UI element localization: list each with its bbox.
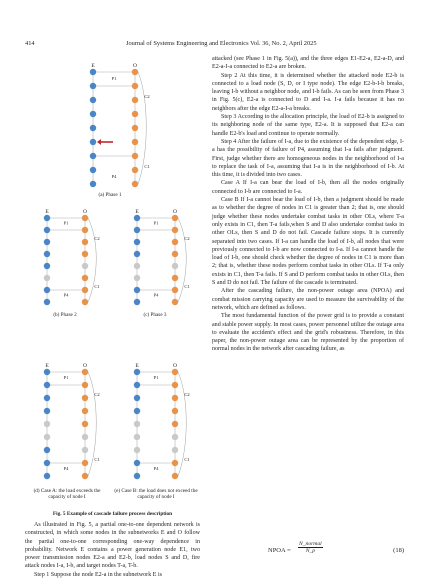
network-e-node bbox=[44, 251, 50, 257]
network-e-node bbox=[44, 421, 50, 427]
equation-denominator: N_p bbox=[305, 548, 316, 554]
paragraph: As illustrated in Fig. 5, a partial one-to-one dependent network is constructed, in which some nodes in the subnetworks E and O follow the partial one-to-one corresponding one-way dependence in probability. Network E contains a power generation node E1, two power transmission nodes E2-a and E2-b, load nodes S and D, fire attack nodes I-a, I-b, and target nodes T-a, T-b. bbox=[25, 522, 200, 570]
panel-d-caption: (d) Case A: the load exceeds the capacity of node I bbox=[33, 488, 101, 500]
column-e-label: E bbox=[45, 363, 49, 369]
link-label-p4: P4 bbox=[111, 173, 117, 179]
network-e-node bbox=[44, 299, 50, 305]
network-o-node bbox=[172, 227, 178, 233]
network-o-node bbox=[172, 460, 178, 466]
network-e-node bbox=[134, 473, 140, 479]
network-e-node bbox=[44, 447, 50, 453]
network-e-node bbox=[134, 408, 140, 414]
paragraph: attacked (see Phase 1 in Fig. 5(a)), and the three edges E1-E2-a, E2-a-D, and E2-a-I-a connected to E2-a are broken. bbox=[212, 56, 404, 71]
paragraph: Case A If I-a can bear the load of I-b, then all the nodes originally connected to I-b are connected to I-a. bbox=[212, 180, 404, 195]
loop-label-c1: C1 bbox=[184, 284, 190, 289]
network-e-node bbox=[44, 215, 50, 221]
loop-label-c2: C2 bbox=[94, 236, 100, 241]
loop-label-c1: C1 bbox=[184, 457, 190, 462]
network-o-node bbox=[82, 460, 88, 466]
network-o-node bbox=[132, 139, 138, 145]
paragraph: The most fundamental function of the power grid is to provide a constant and stable power supply. In most cases, power personnel utilize the outage area to evaluate the accident's effect and the grid's robustness. Therefore, in this paper, the non-power outage area can be represented by the proportion of normal nodes in the network after cascading failure, as bbox=[212, 313, 404, 353]
equation-lhs: NPOA = bbox=[268, 547, 291, 554]
network-e-node bbox=[134, 369, 140, 375]
column-e-label: E bbox=[45, 209, 49, 215]
link-label-p1: P1 bbox=[153, 220, 159, 226]
network-o-node bbox=[172, 215, 178, 221]
panel-c-caption: (c) Phase 3 bbox=[143, 312, 167, 318]
column-e-label: E bbox=[91, 63, 95, 69]
network-o-node bbox=[172, 408, 178, 414]
network-o-node bbox=[82, 421, 88, 427]
figure-5 bbox=[25, 58, 200, 511]
network-o-node bbox=[172, 239, 178, 245]
network-o-node bbox=[172, 275, 178, 281]
network-e-node bbox=[44, 369, 50, 375]
network-o-node bbox=[82, 215, 88, 221]
equation-numerator: N_normal bbox=[299, 541, 322, 547]
page-number: 414 bbox=[25, 40, 35, 47]
network-o-node bbox=[172, 382, 178, 388]
network-o-node bbox=[82, 251, 88, 257]
paragraph: Step 3 According to the allocation principle, the load of E2-b is assigned to its neighboring node of the same type, E2-a. It is supposed that E2-a can handle E2-b's load and continue to operate normally. bbox=[212, 114, 404, 137]
network-e-node bbox=[134, 434, 140, 440]
link-label-p4: P4 bbox=[63, 292, 69, 298]
network-o-node bbox=[82, 227, 88, 233]
network-e-node bbox=[134, 421, 140, 427]
network-e-node bbox=[134, 299, 140, 305]
network-o-node bbox=[132, 167, 138, 173]
network-o-node bbox=[82, 473, 88, 479]
loop-label-c2: C2 bbox=[184, 236, 190, 241]
network-e-node bbox=[44, 460, 50, 466]
equation-number: (18) bbox=[393, 547, 404, 554]
right-column-text bbox=[212, 55, 404, 354]
network-e-node bbox=[44, 382, 50, 388]
network-o-node bbox=[82, 275, 88, 281]
network-o-node bbox=[172, 395, 178, 401]
page-header bbox=[25, 40, 403, 50]
panel-a-caption: (a) Phase 1 bbox=[98, 192, 122, 198]
column-o-label: O bbox=[83, 209, 87, 215]
figure-5-diagram bbox=[25, 58, 200, 511]
network-o-node bbox=[172, 299, 178, 305]
link-label-p1: P1 bbox=[63, 375, 69, 381]
network-e-node bbox=[90, 125, 96, 131]
network-o-node bbox=[132, 153, 138, 159]
network-o-node bbox=[82, 434, 88, 440]
network-e-node bbox=[134, 215, 140, 221]
network-o-node bbox=[132, 69, 138, 75]
network-o-node bbox=[132, 125, 138, 131]
network-o-node bbox=[82, 287, 88, 293]
equation-18 bbox=[212, 541, 404, 561]
column-e-label: E bbox=[135, 363, 139, 369]
network-e-node bbox=[44, 239, 50, 245]
column-e-label: E bbox=[135, 209, 139, 215]
network-e-node bbox=[134, 263, 140, 269]
network-e-node bbox=[44, 263, 50, 269]
network-e-node bbox=[44, 287, 50, 293]
network-o-node bbox=[82, 382, 88, 388]
network-e-node bbox=[90, 97, 96, 103]
network-e-node bbox=[44, 473, 50, 479]
equation-fraction bbox=[298, 541, 323, 554]
paragraph: Step 2 At this time, it is determined whether the attacked node E2-b is connected to a load node (S, D, or I type node). The edge E2-b-I-b breaks, leaving I-b without a neighbor node, and I-b fails. As can be seen from Phase 3 in Fig. 5(c), E2-a is connected to D and I-a. I-a fails because it has no neighbors after the edge E2-a-I-a breaks. bbox=[212, 72, 404, 112]
operation-loop-curve bbox=[178, 218, 186, 302]
network-e-node bbox=[134, 227, 140, 233]
operation-loop-curve bbox=[88, 218, 96, 302]
network-e-node bbox=[90, 181, 96, 187]
network-o-node bbox=[82, 299, 88, 305]
panel-e-caption: (e) Case B: the load does not exceed the capacity of node I bbox=[114, 488, 198, 500]
network-o-node bbox=[172, 473, 178, 479]
network-o-node bbox=[172, 251, 178, 257]
paragraph: After the cascading failure, the non-power outage area (NPOA) and combat mission carrying capacity are used to measure the survivability of the network, which are defined as follows. bbox=[212, 288, 404, 311]
network-o-node bbox=[82, 263, 88, 269]
loop-label-c1: C1 bbox=[144, 164, 150, 169]
network-o-node bbox=[132, 181, 138, 187]
loop-label-c1: C1 bbox=[94, 284, 100, 289]
link-label-p1: P1 bbox=[111, 75, 117, 81]
network-o-node bbox=[132, 97, 138, 103]
link-label-p4: P4 bbox=[153, 292, 159, 298]
network-o-node bbox=[82, 239, 88, 245]
network-e-node bbox=[44, 434, 50, 440]
network-e-node bbox=[90, 167, 96, 173]
link-label-p1: P1 bbox=[63, 220, 69, 226]
network-o-node bbox=[172, 421, 178, 427]
paragraph: Case B If I-a cannot bear the load of I-b, then a judgment should be made as to whether the degree of nodes in C1 is greater than 2; that is, one should judge whether these nodes undertake combat tasks in other OLs, where T-a only exists in C1, then T-a fails,when S and D also undertake combat tasks in other OLs, then S and D do not fail. Cascade failure stops. It is currently separated into two cases. If I-a can handle the load of I-b, all nodes that were previously connected to I-b are now connected to I-a. If I-a cannot handle the load of I-b, one should check whether the degree of nodes in C1 is more than 2; that is, whether these nodes perform combat tasks in other OLs. If T-a only exists in C1, then T-a fails. If S and D perform combat tasks in other OLs, then S and D do not fail. The failure of the cascade is terminated. bbox=[212, 197, 404, 287]
network-e-node bbox=[134, 275, 140, 281]
figure-caption: Fig. 5 Example of cascade failure process description bbox=[52, 511, 173, 517]
network-e-node bbox=[90, 83, 96, 89]
network-e-node bbox=[134, 287, 140, 293]
network-e-node bbox=[134, 251, 140, 257]
network-o-node bbox=[82, 447, 88, 453]
loop-label-c2: C2 bbox=[94, 392, 100, 397]
journal-title: Journal of Systems Engineering and Electronics Vol. 36, No. 2, April 2025 bbox=[126, 40, 317, 47]
network-e-node bbox=[134, 382, 140, 388]
network-o-node bbox=[172, 263, 178, 269]
network-o-node bbox=[82, 369, 88, 375]
network-e-node bbox=[90, 69, 96, 75]
network-e-node bbox=[134, 447, 140, 453]
paragraph: Step 1 Suppose the node E2-a in the subnetwork E is bbox=[34, 571, 162, 578]
network-e-node bbox=[134, 395, 140, 401]
column-o-label: O bbox=[173, 209, 177, 215]
link-label-p4: P4 bbox=[153, 466, 159, 472]
panel-b-caption: (b) Phase 2 bbox=[53, 312, 77, 318]
network-e-node bbox=[44, 275, 50, 281]
network-e-node bbox=[90, 139, 96, 145]
network-e-node bbox=[44, 408, 50, 414]
link-label-p4: P4 bbox=[63, 466, 69, 472]
network-o-node bbox=[82, 408, 88, 414]
column-o-label: O bbox=[133, 63, 137, 69]
network-e-node bbox=[44, 395, 50, 401]
network-o-node bbox=[172, 287, 178, 293]
paragraph: Step 4 After the failure of I-a, due to the existence of the dependent edge, I-a has the possibility of failure of P4, assuming that I-a fails after judgment. First, judge whether there are homogeneous nodes in the neighborhood of I-a to replace the task of I-a, assuming that I-a is in the neighborhood of I-b. At this time, it is divided into two cases. bbox=[212, 138, 404, 179]
left-column-text bbox=[25, 521, 200, 579]
loop-label-c2: C2 bbox=[184, 392, 190, 397]
network-e-node bbox=[90, 153, 96, 159]
network-o-node bbox=[132, 111, 138, 117]
link-label-p1: P1 bbox=[153, 375, 159, 381]
column-o-label: O bbox=[83, 363, 87, 369]
network-o-node bbox=[172, 369, 178, 375]
network-o-node bbox=[82, 395, 88, 401]
loop-label-c1: C1 bbox=[94, 457, 100, 462]
network-o-node bbox=[172, 447, 178, 453]
network-e-node bbox=[90, 111, 96, 117]
network-e-node bbox=[134, 239, 140, 245]
loop-label-c2: C2 bbox=[144, 94, 150, 99]
network-o-node bbox=[172, 434, 178, 440]
network-e-node bbox=[134, 460, 140, 466]
attack-arrow-head bbox=[97, 139, 101, 145]
network-o-node bbox=[132, 83, 138, 89]
column-o-label: O bbox=[173, 363, 177, 369]
network-e-node bbox=[44, 227, 50, 233]
